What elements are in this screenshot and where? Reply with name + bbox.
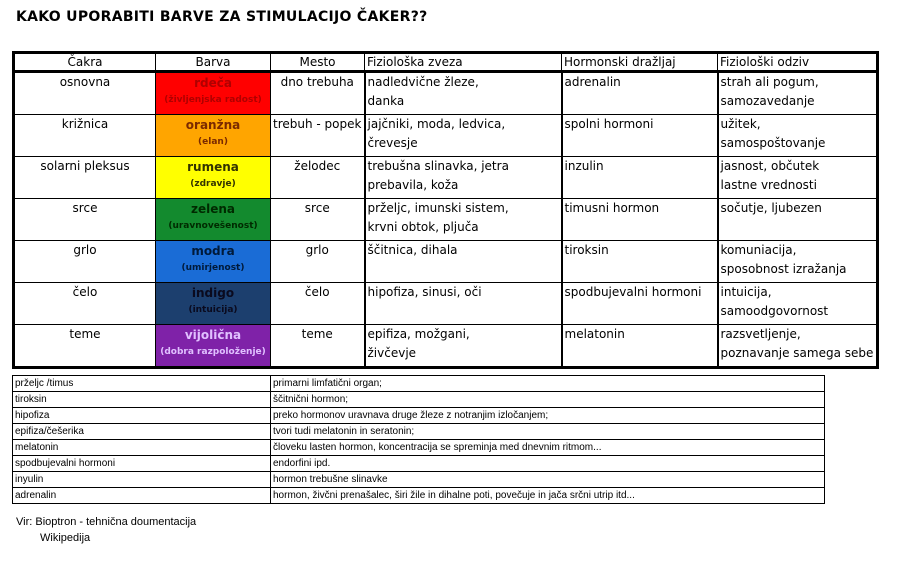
glossary-description: hormon trebušne slinavke — [271, 472, 825, 488]
glossary-term: adrenalin — [13, 488, 271, 504]
physio-line: danka — [367, 94, 405, 108]
chakra-table — [12, 51, 879, 369]
response-line: samozavedanje — [720, 94, 815, 108]
place-cell: želodec — [271, 157, 365, 199]
glossary-description: preko hormonov uravnava druge žleze z notranjim izločanjem; — [271, 408, 825, 424]
page-title: KAKO UPORABITI BARVE ZA STIMULACIJO ČAKER?? — [16, 9, 428, 25]
chakra-cell: križnica — [14, 115, 156, 157]
color-name: zelena — [190, 202, 235, 216]
response-line: jasnost, občutek — [720, 159, 820, 173]
place-cell: trebuh - popek — [271, 115, 365, 157]
color-cell — [156, 241, 271, 283]
glossary-term: tiroksin — [13, 392, 271, 408]
hormone-cell: tiroksin — [562, 241, 718, 283]
place-cell: teme — [271, 325, 365, 368]
header-fizioloska-zveza: Fiziološka zveza — [365, 53, 562, 72]
hormone-cell: spolni hormoni — [562, 115, 718, 157]
color-meaning: (življenjska radost) — [164, 95, 262, 105]
table-row — [14, 72, 878, 115]
glossary-term: hipofiza — [13, 408, 271, 424]
header-hormonski-drazljaj: Hormonski dražljaj — [562, 53, 718, 72]
place-cell: srce — [271, 199, 365, 241]
table-row — [14, 325, 878, 368]
source-line-1: Vir: Bioptron - tehnična doumentacija — [16, 516, 197, 528]
glossary-term: spodbujevalni hormoni — [13, 456, 271, 472]
physio-line: trebušna slinavka, jetra — [367, 159, 509, 173]
glossary-row — [13, 392, 825, 408]
physio-cell — [365, 241, 562, 283]
physio-line: hipofiza, sinusi, oči — [367, 285, 482, 299]
header-mesto: Mesto — [271, 53, 365, 72]
response-line: lastne vrednosti — [720, 178, 817, 192]
response-cell — [718, 199, 878, 241]
header-fizioloski-odziv: Fiziološki odziv — [718, 53, 878, 72]
physio-cell — [365, 115, 562, 157]
chakra-cell: teme — [14, 325, 156, 368]
hormone-cell: spodbujevalni hormoni — [562, 283, 718, 325]
color-cell — [156, 199, 271, 241]
response-cell — [718, 283, 878, 325]
response-line: sočutje, ljubezen — [720, 201, 822, 215]
response-line: sposobnost izražanja — [720, 262, 847, 276]
physio-cell — [365, 283, 562, 325]
hormone-cell: inzulin — [562, 157, 718, 199]
physio-line: živčevje — [367, 346, 417, 360]
color-cell — [156, 72, 271, 115]
glossary-description: človeku lasten hormon, koncentracija se spreminja med dnevnim ritmom... — [271, 440, 825, 456]
response-line: intuicija, — [720, 285, 772, 299]
header-barva: Barva — [156, 53, 271, 72]
response-cell — [718, 115, 878, 157]
physio-line: nadledvične žleze, — [367, 75, 479, 89]
header-cakra: Čakra — [14, 53, 156, 72]
color-name: vijolična — [184, 328, 242, 342]
table-row — [14, 199, 878, 241]
physio-line: prebavila, koža — [367, 178, 459, 192]
glossary-description: endorfini ipd. — [271, 456, 825, 472]
physio-cell — [365, 72, 562, 115]
physio-cell — [365, 325, 562, 368]
response-cell — [718, 72, 878, 115]
color-meaning: (elan) — [198, 137, 228, 147]
table-row — [14, 283, 878, 325]
glossary-description: primarni limfatični organ; — [271, 376, 825, 392]
color-name: oranžna — [185, 118, 241, 132]
glossary-term: inyulin — [13, 472, 271, 488]
place-cell: dno trebuha — [271, 72, 365, 115]
response-cell — [718, 157, 878, 199]
source-note — [16, 514, 196, 546]
glossary-term: melatonin — [13, 440, 271, 456]
glossary-description: tvori tudi melatonin in seratonin; — [271, 424, 825, 440]
color-meaning: (dobra razpoloženje) — [160, 347, 266, 357]
hormone-cell: timusni hormon — [562, 199, 718, 241]
response-line: strah ali pogum, — [720, 75, 819, 89]
chakra-cell: čelo — [14, 283, 156, 325]
glossary-row — [13, 488, 825, 504]
glossary-row — [13, 376, 825, 392]
hormone-cell: adrenalin — [562, 72, 718, 115]
color-meaning: (intuicija) — [188, 305, 238, 315]
physio-line: prželjc, imunski sistem, — [367, 201, 509, 215]
chakra-cell: osnovna — [14, 72, 156, 115]
glossary-row — [13, 440, 825, 456]
physio-line: epifiza, možgani, — [367, 327, 470, 341]
response-line: užitek, — [720, 117, 761, 131]
color-name: modra — [191, 244, 235, 258]
glossary-row — [13, 408, 825, 424]
physio-cell — [365, 199, 562, 241]
glossary-table — [12, 375, 825, 504]
glossary-description: ščitnični hormon; — [271, 392, 825, 408]
chakra-cell: solarni pleksus — [14, 157, 156, 199]
table-row — [14, 241, 878, 283]
chakra-cell: srce — [14, 199, 156, 241]
physio-line: ščitnica, dihala — [367, 243, 458, 257]
glossary-row — [13, 472, 825, 488]
response-line: samoodgovornost — [720, 304, 829, 318]
chakra-cell: grlo — [14, 241, 156, 283]
physio-line: jajčniki, moda, ledvica, — [367, 117, 506, 131]
color-meaning: (zdravje) — [190, 179, 236, 189]
color-name: indigo — [191, 286, 235, 300]
physio-line: črevesje — [367, 136, 418, 150]
response-line: razsvetljenje, — [720, 327, 801, 341]
glossary-row — [13, 424, 825, 440]
glossary-term: epifiza/češerika — [13, 424, 271, 440]
color-cell — [156, 283, 271, 325]
color-name: rdeča — [194, 76, 232, 90]
place-cell: grlo — [271, 241, 365, 283]
hormone-cell: melatonin — [562, 325, 718, 368]
color-cell — [156, 325, 271, 368]
response-cell — [718, 241, 878, 283]
physio-cell — [365, 157, 562, 199]
place-cell: čelo — [271, 283, 365, 325]
color-name: rumena — [187, 160, 239, 174]
table-row — [14, 115, 878, 157]
color-cell — [156, 157, 271, 199]
response-line: komuniacija, — [720, 243, 797, 257]
glossary-row — [13, 456, 825, 472]
physio-line: krvni obtok, pljuča — [367, 220, 479, 234]
response-line: samospoštovanje — [720, 136, 826, 150]
source-line-2: Wikipedija — [40, 532, 91, 544]
response-line: poznavanje samega sebe — [720, 346, 874, 360]
color-meaning: (umirjenost) — [181, 263, 245, 273]
response-cell — [718, 325, 878, 368]
table-header-row — [14, 53, 878, 72]
color-cell — [156, 115, 271, 157]
table-row — [14, 157, 878, 199]
glossary-term: prželjc /timus — [13, 376, 271, 392]
color-meaning: (uravnovešenost) — [168, 221, 258, 231]
glossary-description: hormon, živčni prenašalec, širi žile in dihalne poti, povečuje in jača srčni utrip itd... — [271, 488, 825, 504]
